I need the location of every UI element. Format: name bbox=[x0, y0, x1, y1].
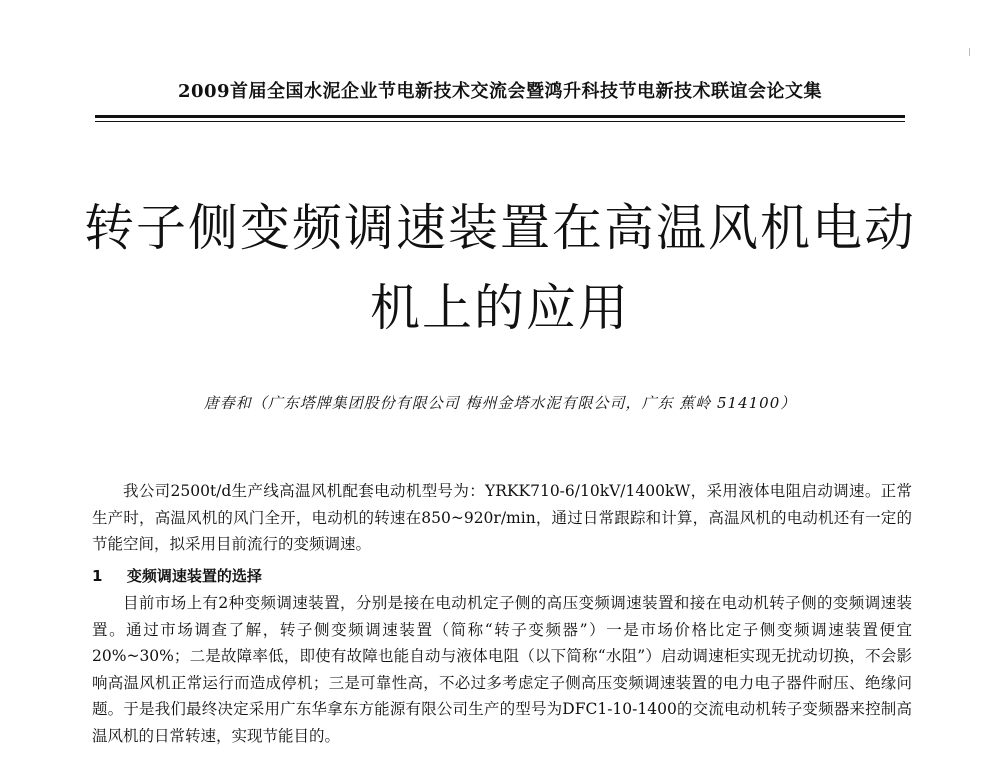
paragraph-selection: 目前市场上有2种变频调速装置，分别是接在电动机定子侧的高压变频调速装置和接在电动机转子侧的变频调速装置。通过市场调查了解，转子侧变频调速装置（简称“转子变频器”）一是市场价格比定子侧变频调速装置便宜20%~30%；二是故障率低，即使有故障也能自动与液体电阻（以下简称“水阻”）启动调速柜实现无扰动切换，不会影响高温风机正常运行而造成停机；三是可靠性高，不必过多考虑定子侧高压变频调速装置的电力电子器件耐压、绝缘问题。于是我们最终决定采用广东华拿东方能源有限公司生产的型号为DFC1-10-1400的交流电动机转子变频器来控制高温风机的日常转速，实现节能目的。 bbox=[92, 594, 912, 745]
section-title: 变频调速装置的选择 bbox=[126, 567, 262, 585]
title-line-1: 转子侧变频调速装置在高温风机电动 bbox=[84, 199, 916, 257]
paragraph-intro: 我公司2500t/d生产线高温风机配套电动机型号为：YRKK710-6/10kV/1400kW，采用液体电阻启动调速。正常生产时，高温风机的风门全开，电动机的转速在850~920r/min，通过日常跟踪和计算，高温风机的电动机还有一定的节能空间，拟采用目前流行的变频调速。 bbox=[92, 482, 912, 553]
article-title bbox=[60, 188, 940, 348]
scan-mark bbox=[969, 48, 970, 56]
author-affiliation: 唐春和（广东塔牌集团股份有限公司 梅州金塔水泥有限公司，广东 蕉岭 514100） bbox=[203, 394, 797, 412]
running-header: 2009首届全国水泥企业节电新技术交流会暨鸿升科技节电新技术联谊会论文集 bbox=[177, 81, 823, 102]
section-heading bbox=[92, 563, 912, 590]
header-rule-thick bbox=[95, 115, 905, 118]
header-rule-thin bbox=[95, 121, 905, 122]
title-line-2: 机上的应用 bbox=[370, 279, 630, 337]
section-number: 1 bbox=[92, 567, 103, 585]
